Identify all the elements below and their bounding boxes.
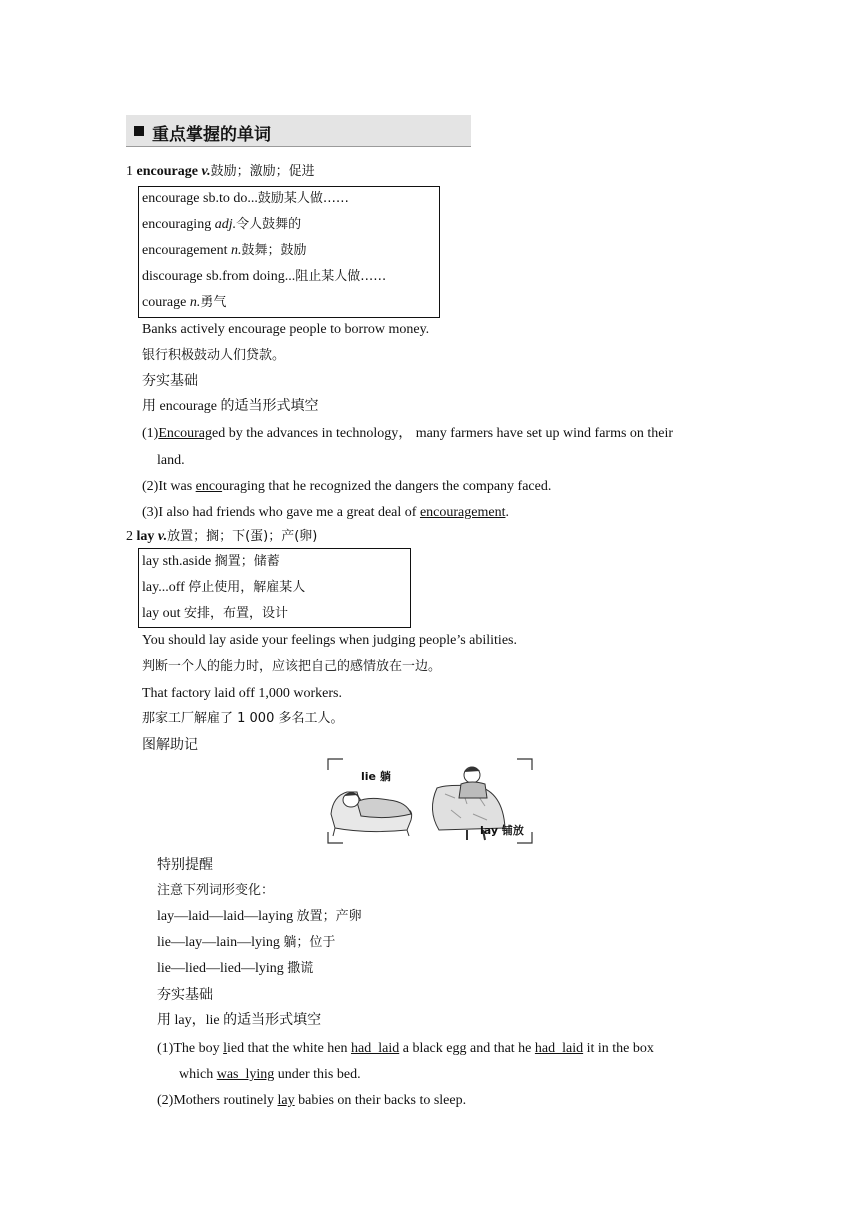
word-form-1 bbox=[157, 908, 362, 926]
question-2 bbox=[142, 478, 551, 496]
phrase-2-2 bbox=[142, 579, 305, 597]
question-text: ed by the advances in technology， many farmers have set up wind farms on their bbox=[211, 426, 674, 441]
phrase-2-1 bbox=[142, 553, 280, 571]
section-header bbox=[126, 115, 471, 147]
example-zh: 银行积极鼓动人们贷款。 bbox=[142, 348, 286, 363]
question-1-line-2: land. bbox=[157, 453, 185, 468]
phrase-en: lay...off bbox=[142, 580, 189, 595]
question-3 bbox=[142, 504, 509, 522]
phrase-zh: 勇气 bbox=[200, 295, 227, 310]
phrase-en: lay out bbox=[142, 606, 184, 621]
word-1-pos: v. bbox=[201, 164, 211, 179]
practice-heading-2: 夯实基础 bbox=[157, 987, 213, 1003]
question-text: babies on their backs to sleep. bbox=[294, 1093, 467, 1108]
word-1-meaning: 鼓励；激励；促进 bbox=[210, 164, 315, 179]
practice-heading: 夯实基础 bbox=[142, 373, 198, 389]
answer-blank: had laid bbox=[534, 1041, 584, 1056]
phrase-zh: 鼓励某人做…… bbox=[257, 191, 349, 206]
phrase-pos: n. bbox=[231, 243, 242, 258]
word-form-2 bbox=[157, 934, 335, 952]
form-en: lie—lay—lain—lying bbox=[157, 935, 284, 950]
lay-question-1-line-1 bbox=[157, 1040, 735, 1058]
question-text: under this bed. bbox=[274, 1067, 361, 1082]
answer-blank: enco bbox=[195, 479, 223, 494]
phrase-zh: 搁置；储蓄 bbox=[214, 554, 280, 569]
question-number: (1) bbox=[142, 426, 159, 441]
form-en: lay—laid—laid—laying bbox=[157, 909, 297, 924]
illustration-heading: 图解助记 bbox=[142, 737, 198, 753]
square-bullet-icon bbox=[134, 126, 144, 136]
tip-intro: 注意下列词形变化： bbox=[157, 883, 275, 898]
illustration-lay-label: lay 铺放 bbox=[480, 824, 524, 837]
answer-blank: was lying bbox=[216, 1067, 275, 1082]
phrase-zh: 鼓舞；鼓励 bbox=[241, 243, 307, 258]
example-1-en: You should lay aside your feelings when judging people’s abilities. bbox=[142, 633, 517, 648]
phrase-en: encouragement bbox=[142, 243, 232, 258]
phrase-1-2 bbox=[142, 216, 301, 234]
answer-blank: encouragement bbox=[419, 505, 506, 520]
practice-instruction-2: 用 lay，lie 的适当形式填空 bbox=[157, 1013, 322, 1028]
example-2-zh: 那家工厂解雇了 1 000 多名工人。 bbox=[142, 711, 344, 726]
word-2-word: lay bbox=[136, 529, 155, 544]
form-zh: 躺；位于 bbox=[283, 935, 336, 950]
tip-heading: 特别提醒 bbox=[157, 857, 213, 873]
word-2-pos: v. bbox=[157, 529, 168, 544]
section-title: 重点掌握的单词 bbox=[152, 125, 271, 145]
form-zh: 放置；产卵 bbox=[296, 909, 362, 924]
phrase-1-4 bbox=[142, 268, 386, 286]
lay-question-2 bbox=[157, 1092, 466, 1110]
answer-blank: l bbox=[223, 1041, 227, 1056]
phrase-1-5 bbox=[142, 294, 226, 312]
answer-blank: had laid bbox=[351, 1041, 400, 1056]
lay-question-1-line-2 bbox=[179, 1066, 361, 1084]
phrase-en: discourage sb.from doing... bbox=[142, 269, 296, 284]
phrase-zh: 阻止某人做…… bbox=[295, 269, 387, 284]
phrase-1-3 bbox=[142, 242, 307, 260]
word-form-3 bbox=[157, 960, 313, 978]
phrase-en: lay sth.aside bbox=[142, 554, 215, 569]
question-1-line-1 bbox=[142, 425, 735, 443]
question-text: (3)I also had friends who gave me a great deal of bbox=[142, 505, 420, 520]
answer-blank: Encourag bbox=[158, 426, 212, 441]
question-text: (2)It was bbox=[142, 479, 196, 494]
word-1-heading bbox=[126, 163, 315, 181]
question-text: . bbox=[505, 505, 509, 520]
word-1-word: encourage bbox=[136, 164, 198, 179]
phrase-pos: adj. bbox=[214, 217, 237, 232]
phrase-zh: 令人鼓舞的 bbox=[236, 217, 302, 232]
phrase-zh: 安排，布置，设计 bbox=[184, 606, 289, 621]
illustration-lie-label: lie 躺 bbox=[361, 770, 391, 783]
example-2-en: That factory laid off 1,000 workers. bbox=[142, 686, 342, 701]
question-text: (1)The boy bbox=[157, 1041, 224, 1056]
practice-instruction: 用 encourage 的适当形式填空 bbox=[142, 399, 319, 414]
word-2-heading bbox=[126, 528, 317, 546]
phrase-pos: n. bbox=[189, 295, 201, 310]
word-2-meaning: 放置；搁；下(蛋)；产(卵) bbox=[167, 529, 318, 544]
question-text: ied that the white hen bbox=[226, 1041, 352, 1056]
lie-lay-illustration bbox=[327, 758, 533, 844]
example-en: Banks actively encourage people to borrow money. bbox=[142, 322, 430, 337]
example-1-zh: 判断一个人的能力时，应该把自己的感情放在一边。 bbox=[142, 659, 442, 674]
phrase-2-3 bbox=[142, 605, 288, 623]
phrase-zh: 停止使用，解雇某人 bbox=[188, 580, 306, 595]
question-text: (2)Mothers routinely bbox=[157, 1093, 278, 1108]
question-text: which bbox=[179, 1067, 217, 1082]
phrase-1-1 bbox=[142, 190, 349, 208]
phrase-en: courage bbox=[142, 295, 190, 310]
phrase-en: encourage sb.to do... bbox=[142, 191, 258, 206]
word-1-number: 1 bbox=[126, 164, 133, 179]
word-2-number: 2 bbox=[126, 529, 133, 544]
phrase-en: encouraging bbox=[142, 217, 215, 232]
question-text: a black egg and that he bbox=[399, 1041, 535, 1056]
form-en: lie—lied—lied—lying bbox=[157, 961, 288, 976]
question-text: it in the box bbox=[583, 1041, 654, 1056]
question-text: uraging that he recognized the dangers the company faced. bbox=[222, 479, 552, 494]
form-zh: 撒谎 bbox=[287, 961, 314, 976]
lying-person-picture bbox=[331, 792, 412, 836]
answer-blank: lay bbox=[277, 1093, 295, 1108]
